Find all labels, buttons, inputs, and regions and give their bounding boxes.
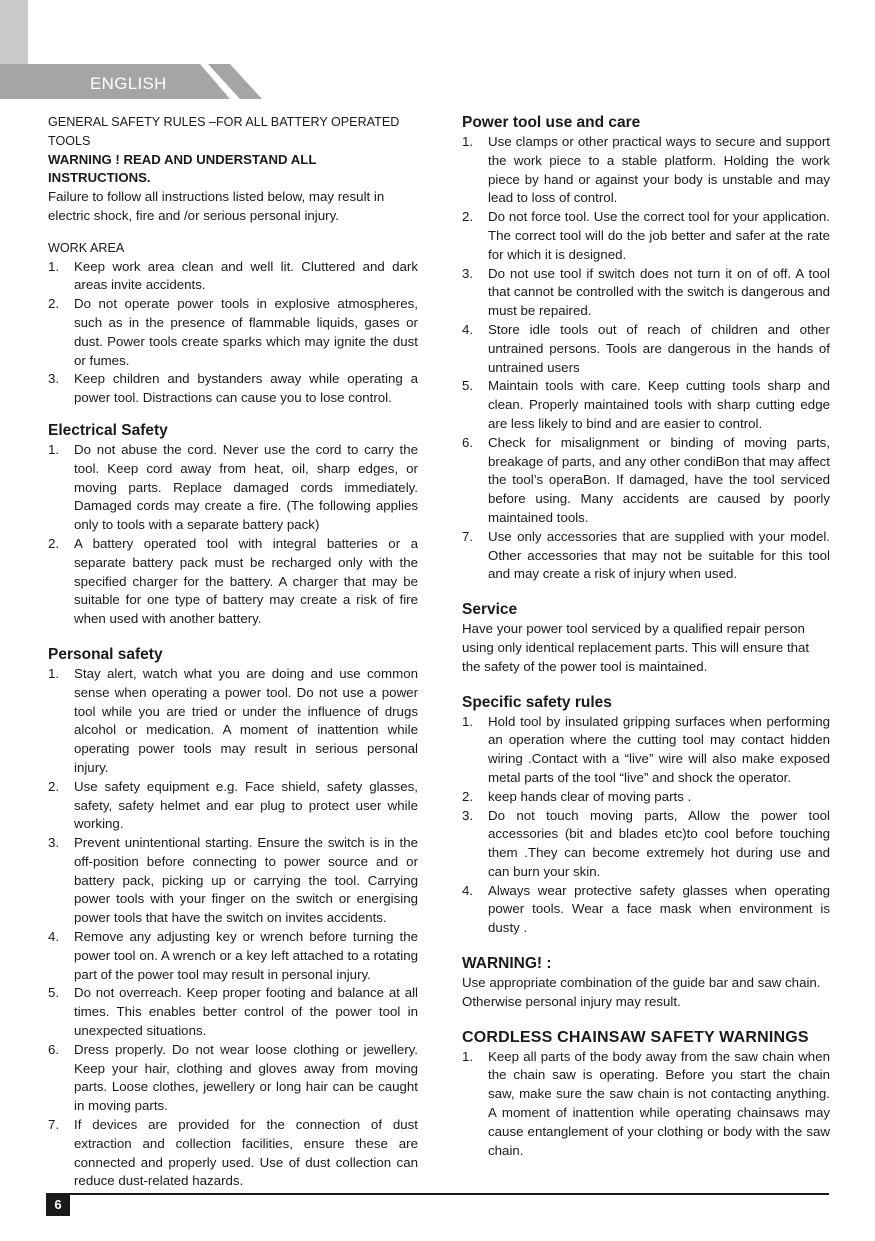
list-item: 1. Hold tool by insulated gripping surfaces when performing an operation where the cutting tool may contact hidden wiring .Contact with a “live” wire will also make exposed metal parts of the tool “live” and shock the operator.	[462, 713, 830, 785]
electrical-safety-list	[48, 441, 418, 629]
list-item: 3. Keep children and bystanders away while operating a power tool. Distractions can cause you to lose control.	[48, 371, 418, 406]
list-item: 7. Use only accessories that are supplied with your model. Other accessories that may not be suitable for this tool and may create a risk of injury when used.	[462, 528, 830, 582]
page-number: 6	[46, 1193, 70, 1216]
list-item: 1. Keep all parts of the body away from the saw chain when the chain saw is operating. Before you start the chain saw, make sure the saw chain is not contacting anything. A moment of inattention while operating chainsaws may cause entanglement of your clothing or body with the saw chain.	[462, 1048, 830, 1158]
list-item: 2. Use safety equipment e.g. Face shield, safety glasses, safety, safety helmet and ear plug to protect user while working.	[48, 778, 418, 832]
work-area-heading: WORK AREA	[48, 240, 125, 255]
specific-safety-heading: Specific safety rules	[462, 693, 612, 711]
list-item: 3. Do not touch moving parts, Allow the power tool accessories (bit and blades etc)to cool before touching them .They can become extremely hot during use and can burn your skin.	[462, 807, 830, 879]
chainsaw-list	[462, 1048, 830, 1161]
personal-safety-heading: Personal safety	[48, 645, 163, 663]
list-item: 5. Do not overreach. Keep proper footing and balance at all times. This enables better control of the power tool in unexpected situations.	[48, 985, 418, 1039]
language-label: ENGLISH	[90, 74, 167, 93]
list-item: 1. Keep work area clean and well lit. Cluttered and dark areas invite accidents.	[48, 258, 418, 293]
specific-safety-list	[462, 713, 830, 939]
footer-rule	[46, 1193, 829, 1195]
list-item: 4. Store idle tools out of reach of children and other untrained persons. Tools are dangerous in the hands of untrained users	[462, 321, 830, 375]
list-item: 7. If devices are provided for the connection of dust extraction and collection facilities, ensure these are connected and properly used. Use of dust collection can reduce dust-related hazards.	[48, 1117, 418, 1189]
list-item: 6. Dress properly. Do not wear loose clothing or jewellery. Keep your hair, clothing and gloves away from moving parts. Loose clothes, jewellery or long hair can be caught in moving parts.	[48, 1041, 418, 1114]
list-item: 2. A battery operated tool with integral batteries or a separate battery pack must be recharged only with the specified charger for the battery. A charger that may be suitable for one type of battery may create a risk of fire when used with another battery.	[48, 535, 418, 627]
list-item: 6. Check for misalignment or binding of moving parts, breakage of parts, and any other condiBon that may affect the tool’s operaBon. If damaged, have the tool serviced before using. Many accidents are caused by poorly maintained tools.	[462, 434, 830, 525]
list-item: 2. keep hands clear of moving parts .	[462, 788, 692, 804]
left-column	[48, 113, 418, 1191]
warning-heading: WARNING! :	[462, 955, 552, 973]
list-item: 1. Do not abuse the cord. Never use the cord to carry the tool. Keep cord away from heat, oil, sharp edges, or moving parts. Replace damaged cords immediately. Damaged cords may create a fire. (The following applies only to tools with a separate battery pack)	[48, 441, 418, 533]
right-column	[462, 113, 830, 1160]
intro-title: GENERAL SAFETY RULES –FOR ALL BATTERY OPERATED TOOLS	[48, 115, 400, 148]
power-tool-heading: Power tool use and care	[462, 114, 641, 131]
warning-text: Use appropriate combination of the guide bar and saw chain. Otherwise personal injury may result.	[462, 975, 821, 1009]
intro-text: Failure to follow all instructions listed below, may result in electric shock, fire and /or serious personal injury.	[48, 189, 385, 223]
service-heading: Service	[462, 601, 518, 619]
personal-safety-list	[48, 665, 418, 1191]
list-item: 2. Do not operate power tools in explosive atmospheres, such as in the presence of flammable liquids, gases or dust. Power tools create sparks which may ignite the dust or fumes.	[48, 296, 418, 368]
list-item: 2. Do not force tool. Use the correct tool for your application. The correct tool will do the job better and safer at the rate for which it is designed.	[462, 209, 830, 262]
power-tool-list	[462, 133, 830, 584]
list-item: 1. Use clamps or other practical ways to secure and support the work piece to a stable platform. Holding the work piece by hand or against your body is unstable and may lead to loss of control.	[462, 134, 830, 206]
list-item: 3. Prevent unintentional starting. Ensure the switch is in the off-position before connecting to power source and or battery pack, picking up or carrying the tool. Carrying power tools with your finger on the switch or energising power tools that have the switch on invites accidents.	[48, 835, 418, 926]
list-item: 5. Maintain tools with care. Keep cutting tools sharp and clean. Properly maintained tools with sharp cutting edge are less likely to bind and are easier to control.	[462, 378, 830, 431]
list-item: 1. Stay alert, watch what you are doing and use common sense when operating a power tool. Do not use a power tool while you are tried or under the influence of drugs alcohol or medication. A moment of inattention while operating power tools may result in serious personal injury.	[48, 665, 418, 775]
list-item: 4. Always wear protective safety glasses when operating power tools. Wear a face mask when environment is dusty .	[462, 882, 830, 936]
intro-warning: WARNING ! READ AND UNDERSTAND ALL INSTRUCTIONS.	[48, 151, 317, 186]
electrical-safety-heading: Electrical Safety	[48, 421, 168, 439]
list-item: 3. Do not use tool if switch does not turn it on of off. A tool that cannot be controlled with the switch is dangerous and must be repaired.	[462, 265, 830, 319]
list-item: 4. Remove any adjusting key or wrench before turning the power tool on. A wrench or a key left attached to a rotating part of the power tool may result in personal injury.	[48, 929, 418, 982]
chainsaw-heading: CORDLESS CHAINSAW SAFETY WARNINGS	[462, 1028, 809, 1046]
work-area-list	[48, 258, 418, 408]
service-text: Have your power tool serviced by a qualified repair person using only identical replacement parts. This will ensure that the safety of the power tool is maintained.	[462, 621, 810, 674]
